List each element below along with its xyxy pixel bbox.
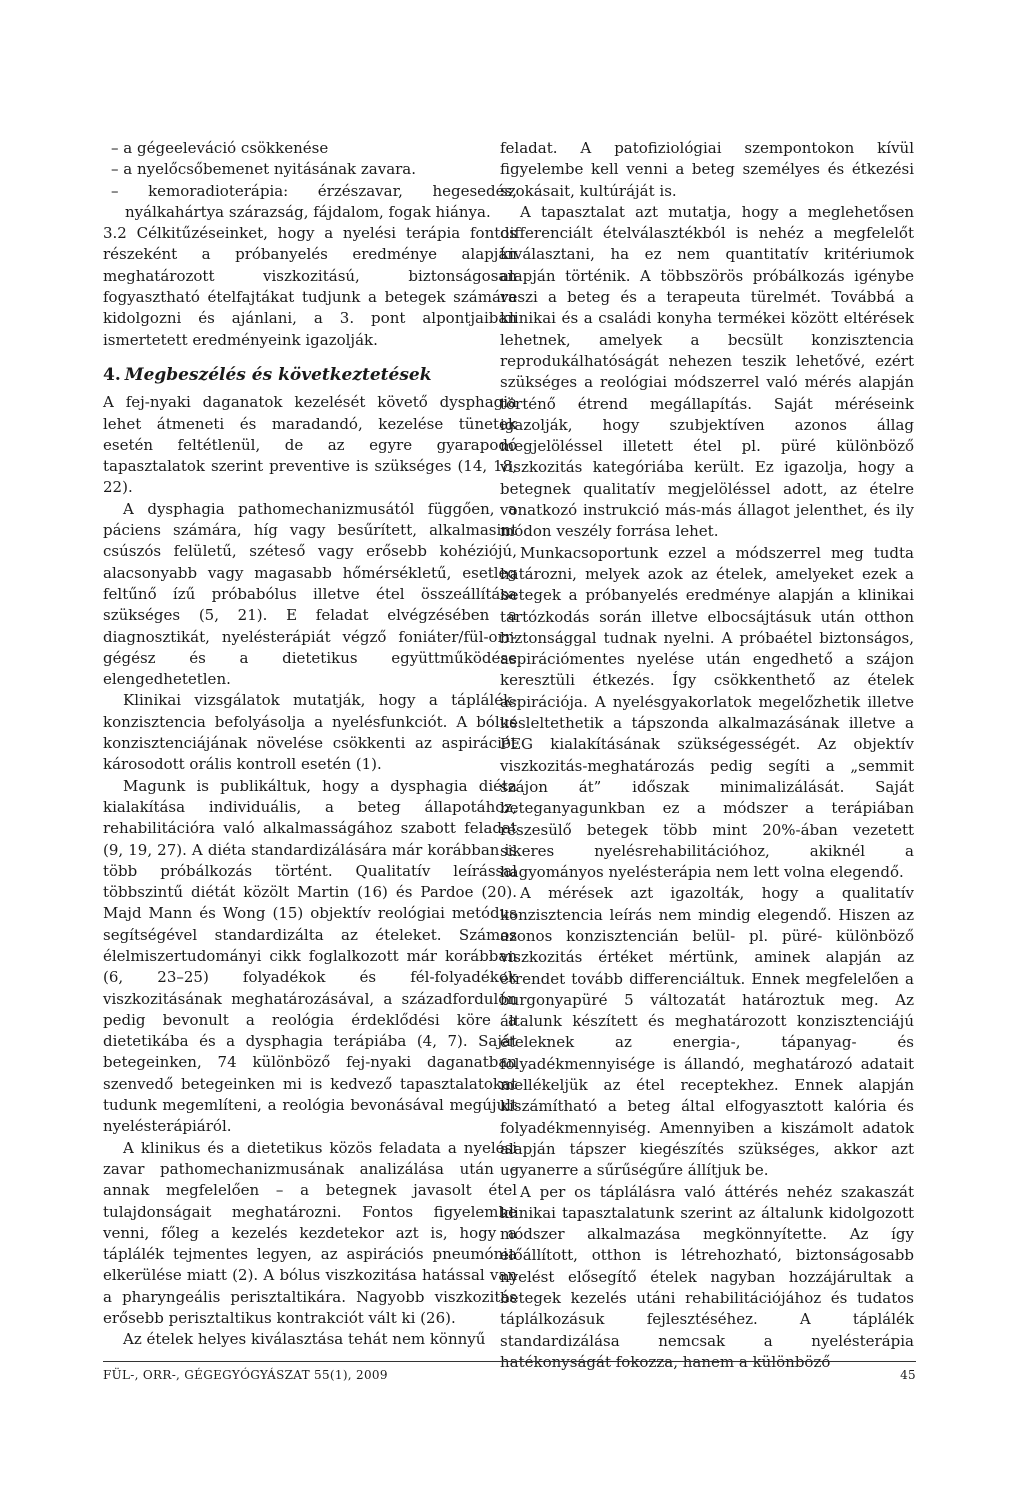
section-heading — [103, 365, 517, 386]
right-column — [500, 138, 914, 1373]
paragraph: Az ételek helyes kiválasztása tehát nem könnyű — [123, 1330, 486, 1349]
paragraph: A tapasztalat azt mutatja, hogy a meglehetősen differenciált ételválasztékból is nehéz a megfelelőt kiválasztani, ha ez nem quantitatív kritériumok alapján történik. A többszörös próbálkozás igénybe veszi a beteg és a terapeuta türelmét. Továbbá a klinikai és a családi konyha termékei között eltérések lehetnek, amelyek a becsült konzisztencia reprodukálhatóságát nehezen teszik lehetővé, ezért szükséges a reológiai módszerrel való mérés alapján történő étrend megállapítás. Saját méréseink igazolják, hogy szubjektíven azonos állag megjelöléssel illetett étel pl. püré különböző viszkozitás kategóriába került. Ez igazolja, hogy a betegnek qualitatív megjelöléssel adott, az ételre vonatkozó instrukció más-más állagot jelenthet, és ily módon veszély forrása lehet. — [500, 202, 914, 541]
paragraph: A mérések azt igazolták, hogy a qualitatív konzisztencia leírás nem mindig elegendő. Hiszen az azonos konzisztencián belül- pl. püré- különböző viszkozitás értéket mértünk, aminek alapján az étrendet tovább differenciáltuk. Ennek megfelelően a burgonyapüré 5 változatát határoztuk meg. Az általunk készített és meghatározott konzisztenciájú ételeknek az energia-, tápanyag- és folyadékmennyisége is állandó, meghatározó adatait mellékeljük az étel receptekhez. Ennek alapján kiszámítható a beteg által elfogyasztott kalória és folyadékmennyiség. Amennyiben a kiszámolt adatok alapján tápszer kiegészítés szükséges, akkor azt ugyanerre a sűrűségűre állítjuk be. — [500, 884, 914, 1180]
paragraph: A per os táplálásra való áttérés nehéz szakaszát klinikai tapasztalatunk szerint az általunk kidolgozott módszer alkalmazása megkönnyítette. Az így előállított, otthon is létrehozható, biztonságosabb nyelést elősegítő ételek nagyban hozzájárultak a betegek kezelés utáni rehabilitációjához és tudatos táplálkozásuk fejlesztéséhez. A táplálék standardizálása nemcsak a nyelésterápia hatékonyságát fokozza, hanem a különböző — [500, 1182, 914, 1371]
paragraph: A klinikus és a dietetikus közös feladata a nyelési zavar pathomechanizmusának analizálása után – annak megfelelően – a betegnek javasolt étel tulajdonságait meghatározni. Fontos figyelembe venni, főleg a kezelés kezdetekor azt is, hogy a táplálék tejmentes legyen, az aspirációs pneumónia elkerülése miatt (2). A bólus viszkozitása hatással van a pharyngeális perisztaltikára. Nagyobb viszkozitás erősebb perisztaltikus kontrakciót vált ki (26). — [103, 1138, 517, 1328]
footer-divider — [103, 1361, 916, 1362]
left-column — [103, 138, 517, 1351]
paragraph: A fej-nyaki daganatok kezelését követő dysphagia lehet átmeneti és maradandó, kezelése tünetek esetén feltétlenül, de az egyre gyarapodó tapasztalatok szerint preventive is szükséges (14, 18, 22). — [103, 393, 517, 497]
paragraph: A dysphagia pathomechanizmusától függően, a páciens számára, híg vagy besűrített, alkalmasint csúszós felületű, széteső vagy erősebb kohéziójú, alacsonyabb vagy magasabb hőmérsékletű, esetleg feltűnő ízű próbabólus illetve étel összeállítása szükséges (5, 21). E feladat elvégzésében a diagnosztikát, nyelésterápiát végző foniáter/fül-orr-gégész és a dietetikus együttműködése elengedhetetlen. — [103, 499, 517, 689]
list-item: – a gégeeleváció csökkenése — [103, 138, 517, 159]
list-item: – kemoradioterápia: érzészavar, hegesedés, nyálkahártya szárazság, fájdalom, fogak hiánya. — [103, 181, 517, 224]
paragraph: feladat. A patofiziológiai szempontokon kívül figyelembe kell venni a beteg személyes és étkezési szokásait, kultúráját is. — [500, 139, 914, 200]
paragraph: Munkacsoportunk ezzel a módszerrel meg tudta határozni, melyek azok az ételek, amelyeket ezek a betegek a próbanyelés eredménye alapján a klinikai tartózkodás során illetve elbocsájtásuk után otthon biztonsággal tudnak nyelni. A próbaétel biztonságos, aspirációmentes nyelése után engedhető a szájon keresztüli étkezés. Így csökkenthető az ételek aspirációja. A nyelésgyakorlatok megelőzhetik illetve késleltethetik a tápszonda alkalmazásának illetve a PEG kialakításának szükségességét. Az objektív viszkozitás-meghatározás pedig segíti a „semmit szájon át” időszak minimalizálását. Saját beteganyagunkban ez a módszer a terápiában részesülő betegek több mint 20%-ában vezetett sikeres nyelésrehabilitációhoz, akiknél a hagyományos nyelésterápia nem lett volna elegendő. — [500, 543, 914, 882]
side-effects-list — [103, 138, 517, 223]
list-item: – a nyelőcsőbemenet nyitásának zavara. — [103, 159, 517, 180]
paragraph: Klinikai vizsgálatok mutatják, hogy a táplálék- konzisztencia befolyásolja a nyelésfunkciót. A bólus konzisztenciájának növelése csökkenti az aspirációt károsodott orális kontroll esetén (1). — [103, 691, 517, 774]
section-title: Megbeszélés és következtetések — [124, 364, 432, 385]
journal-citation: FÜL-, ORR-, GÉGEGYÓGYÁSZAT 55(1), 2009 — [103, 1368, 388, 1382]
paragraph-3-2: 3.2 Célkitűzéseinket, hogy a nyelési terápia fontos részeként a próbanyelés eredménye alapján meghatározott viszkozitású, biztonságosan fogyasztható ételfajtákat tudjunk a betegek számára kidolgozni és ajánlani, a 3. pont alpontjaiban ismertetett eredményeink igazolják. — [103, 224, 517, 349]
page-number: 45 — [900, 1368, 916, 1382]
paragraph: Magunk is publikáltuk, hogy a dysphagia diéta kialakítása individuális, a beteg állapotához, rehabilitációra való alkalmasságához szabott feladat (9, 19, 27). A diéta standardizálására már korábban is több próbálkozás történt. Qualitatív leírással többszintű diétát közölt Martin (16) és Pardoe (20). Majd Mann és Wong (15) objektív reológiai metódus segítségével standardizálta az ételeket. Számos élelmiszertudományi cikk foglalkozott már korábban (6, 23–25) folyadékok és fél-folyadékok viszkozitásának meghatározásával, a századfordulón pedig bevonult a reológia érdeklődési köre a dietetikába és a dysphagia terápiába (4, 7). Saját betegeinken, 74 különböző fej-nyaki daganatban szenvedő betegeinken mi is kedvező tapasztalatokat tudunk megemlíteni, a reológia bevonásával megújult nyelésterápiáról. — [103, 776, 517, 1136]
section-number: 4. — [103, 364, 121, 385]
